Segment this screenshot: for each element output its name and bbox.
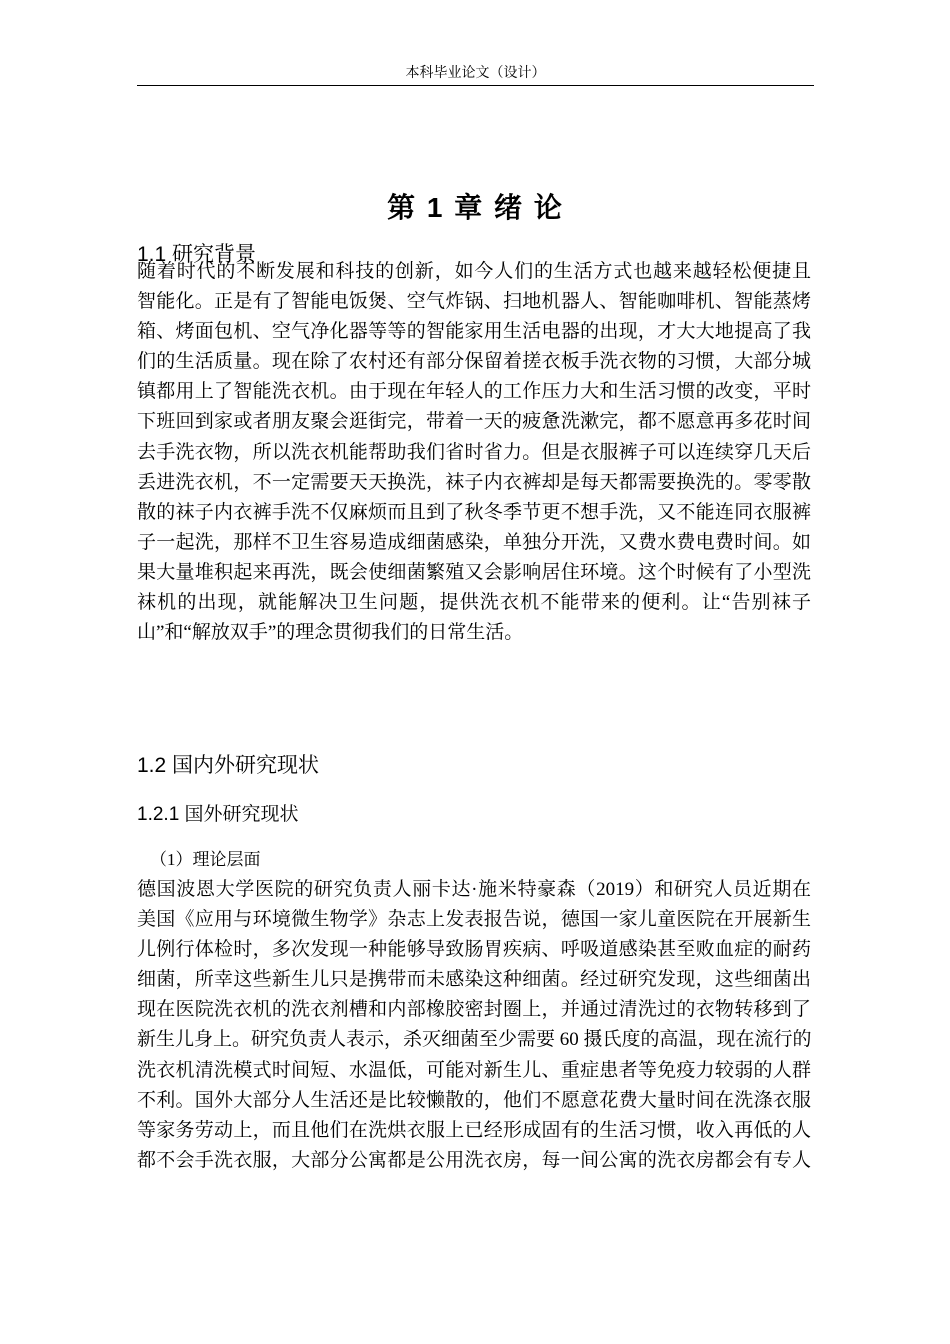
- text-line: 现在医院洗衣机的洗衣剂槽和内部橡胶密封圈上，并通过清洗过的衣物转移到了: [137, 999, 811, 1021]
- text-line: 儿例行体检时，多次发现一种能够导致肠胃疾病、呼吸道感染甚至败血症的耐药: [137, 939, 811, 961]
- text-line: 随着时代的不断发展和科技的创新，如今人们的生活方式也越来越轻松便捷且: [137, 261, 811, 282]
- text-line: 智能化。正是有了智能电饭煲、空气炸锅、扫地机器人、智能咖啡机、智能蒸烤: [137, 291, 811, 313]
- section-heading-1-1: 1.1 研究背景: [137, 243, 257, 266]
- text-line: 新生儿身上。研究负责人表示，杀灭细菌至少需要 60 摄氏度的高温，现在流行的: [137, 1029, 812, 1051]
- running-header: 本科毕业论文（设计）: [405, 66, 546, 81]
- section-heading-1-2: 1.2 国内外研究现状: [137, 754, 320, 777]
- text-line: 果大量堆积起来再洗，既会使细菌繁殖又会影响居住环境。这个时候有了小型洗: [137, 561, 811, 583]
- section-heading-1-2-1: 1.2.1 国外研究现状: [137, 804, 299, 825]
- text-line: 丢进洗衣机，不一定需要天天换洗，袜子内衣裤却是每天都需要换洗的。零零散: [137, 471, 811, 493]
- text-line: 散的袜子内衣裤手洗不仅麻烦而且到了秋冬季节更不想手洗，又不能连同衣服裤: [137, 501, 811, 523]
- text-line: 箱、烤面包机、空气净化器等等的智能家用生活电器的出现，才大大地提高了我: [137, 321, 811, 343]
- text-line: 镇都用上了智能洗衣机。由于现在年轻人的工作压力大和生活习惯的改变，平时: [137, 381, 811, 403]
- text-line: 去手洗衣物，所以洗衣机能帮助我们省时省力。但是衣服裤子可以连续穿几天后: [137, 441, 811, 463]
- text-line: 美国《应用与环境微生物学》杂志上发表报告说，德国一家儿童医院在开展新生: [137, 909, 811, 931]
- header-rule: [137, 85, 814, 86]
- text-line: 们的生活质量。现在除了农村还有部分保留着搓衣板手洗衣物的习惯，大部分城: [137, 351, 811, 373]
- text-line: 子一起洗，那样不卫生容易造成细菌感染，单独分开洗，又费水费电费时间。如: [137, 531, 811, 553]
- paragraph-research-background: [137, 257, 811, 648]
- text-line: 山”和“解放双手”的理念贯彻我们的日常生活。: [137, 622, 524, 644]
- chapter-title: 第 1 章 绪 论: [387, 192, 564, 223]
- subheading-theory: （1）理论层面: [150, 850, 261, 869]
- text-line: 等家务劳动上，而且他们在洗烘衣服上已经形成固有的生活习惯，收入再低的人: [137, 1119, 811, 1141]
- text-line: 德国波恩大学医院的研究负责人丽卡达·施米特豪森（2019）和研究人员近期在: [137, 879, 811, 900]
- text-line: 袜机的出现，就能解决卫生问题，提供洗衣机不能带来的便利。让“告别袜子: [137, 592, 811, 614]
- text-line: 细菌，所幸这些新生儿只是携带而未感染这种细菌。经过研究发现，这些细菌出: [137, 969, 811, 991]
- text-line: 都不会手洗衣服，大部分公寓都是公用洗衣房，每一间公寓的洗衣房都会有专人: [137, 1149, 811, 1171]
- text-line: 下班回到家或者朋友聚会逛街完，带着一天的疲惫洗漱完，都不愿意再多花时间: [137, 411, 811, 433]
- text-line: 洗衣机清洗模式时间短、水温低，可能对新生儿、重症患者等免疫力较弱的人群: [137, 1059, 811, 1081]
- text-line: 不利。国外大部分人生活还是比较懒散的，他们不愿意花费大量时间在洗涤衣服: [137, 1089, 811, 1111]
- paragraph-foreign-research: [137, 875, 811, 1176]
